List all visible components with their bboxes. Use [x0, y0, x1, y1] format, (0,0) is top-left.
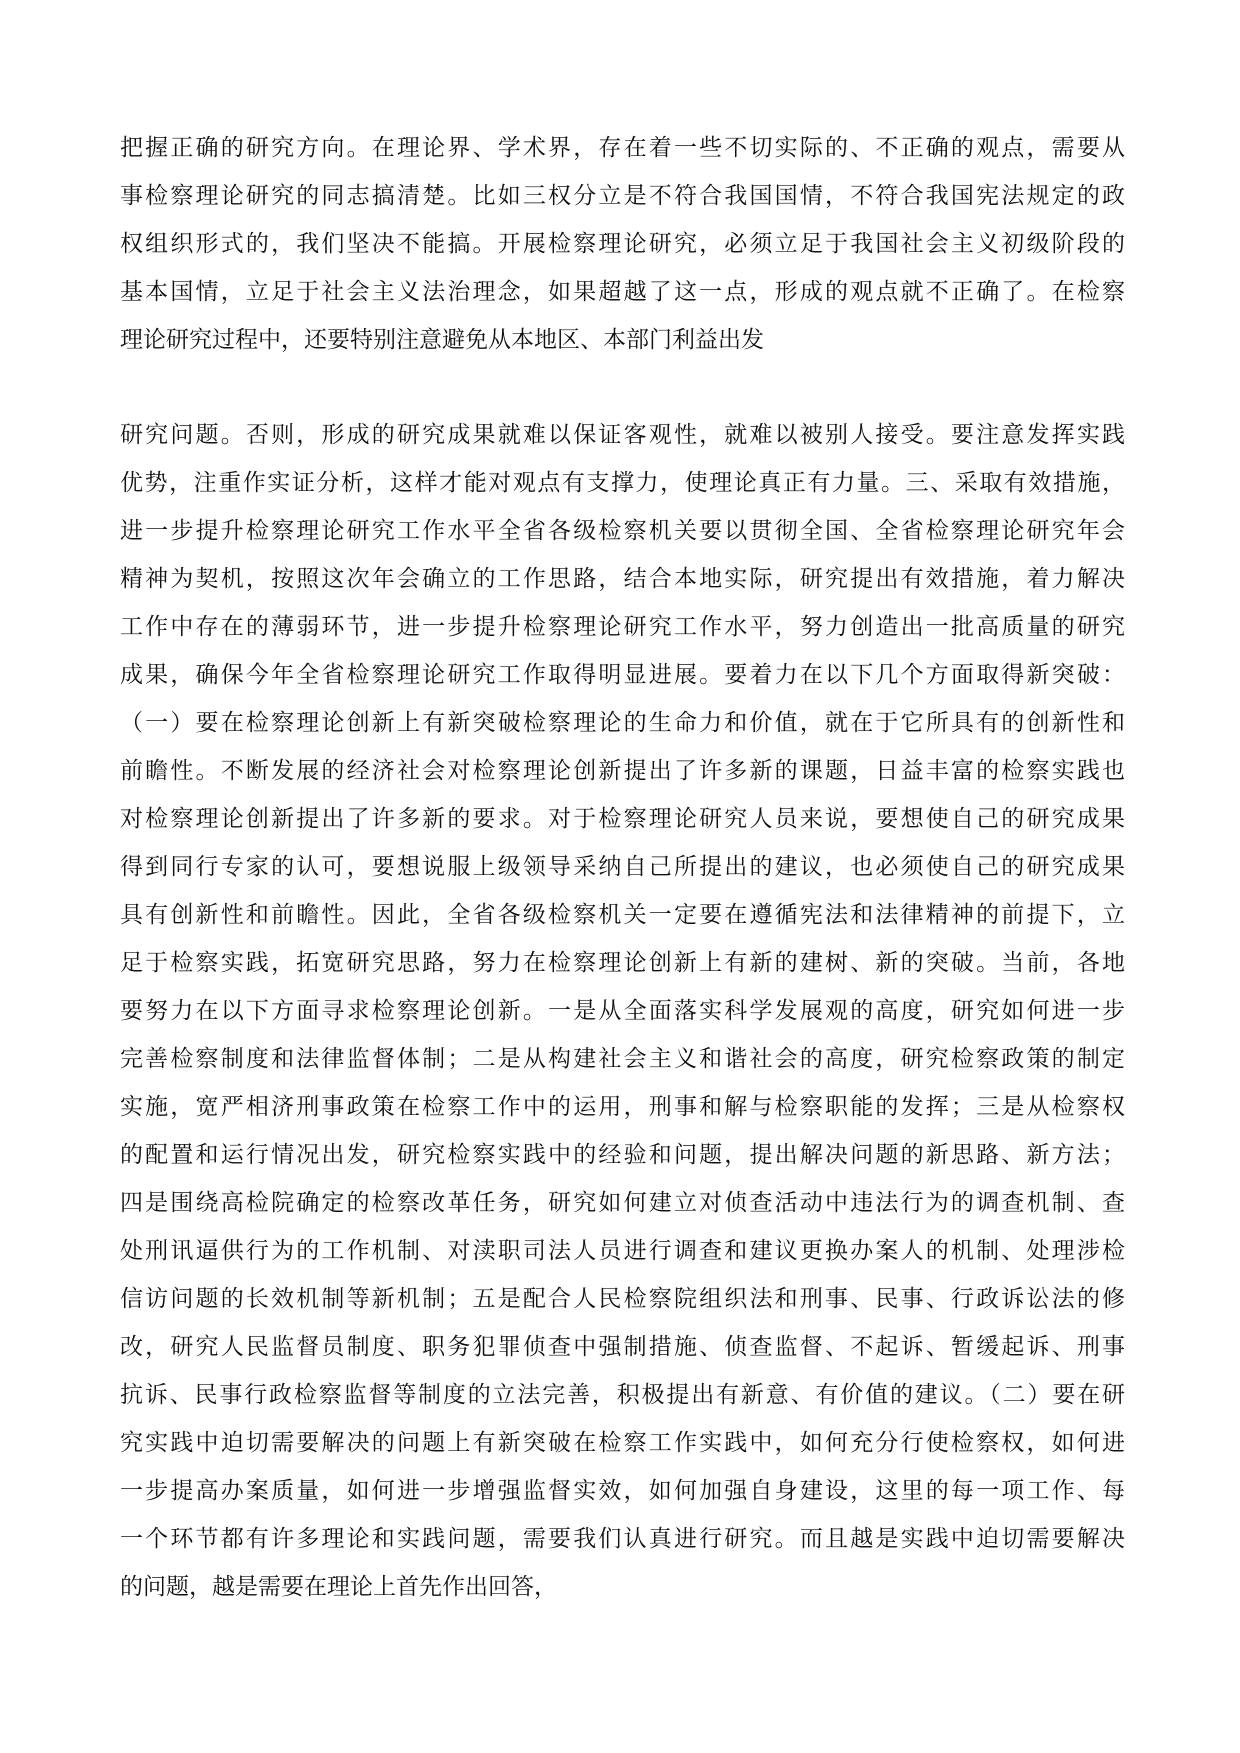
text-line: 工作中存在的薄弱环节，进一步提升检察理论研究工作水平，努力创造出一批高质量的研究 [120, 614, 1125, 640]
text-line: 研究问题。否则，形成的研究成果就难以保证客观性，就难以被别人接受。要注意发挥实践 [120, 422, 1125, 448]
text-line: 完善检察制度和法律监督体制；二是从构建社会主义和谐社会的高度，研究检察政策的制定 [120, 1046, 1125, 1072]
text-line: 的配置和运行情况出发，研究检察实践中的经验和问题，提出解决问题的新思路、新方法； [120, 1142, 1125, 1168]
text-line: 足于检察实践，拓宽研究思路，努力在检察理论创新上有新的建树、新的突破。当前，各地 [120, 950, 1125, 976]
text-line: 信访问题的长效机制等新机制；五是配合人民检察院组织法和刑事、民事、行政诉讼法的修 [120, 1286, 1125, 1312]
text-line: 抗诉、民事行政检察监督等制度的立法完善，积极提出有新意、有价值的建议。（二）要在研 [120, 1382, 1125, 1408]
text-line: 成果，确保今年全省检察理论研究工作取得明显进展。要着力在以下几个方面取得新突破： [120, 662, 1125, 688]
text-line: 理论研究过程中，还要特别注意避免从本地区、本部门利益出发 [120, 327, 764, 353]
text-line: 对检察理论创新提出了许多新的要求。对于检察理论研究人员来说，要想使自己的研究成果 [120, 806, 1125, 832]
text-line: 得到同行专家的认可，要想说服上级领导采纳自己所提出的建议，也必须使自己的研究成果 [120, 854, 1125, 880]
text-line: 处刑讯逼供行为的工作机制、对渎职司法人员进行调查和建议更换办案人的机制、处理涉检 [120, 1238, 1125, 1264]
text-line: 精神为契机，按照这次年会确立的工作思路，结合本地实际，研究提出有效措施，着力解决 [120, 566, 1125, 592]
text-line: 事检察理论研究的同志搞清楚。比如三权分立是不符合我国国情，不符合我国宪法规定的政 [120, 183, 1125, 209]
text-line: 的问题，越是需要在理论上首先作出回答， [120, 1574, 557, 1600]
text-line: 把握正确的研究方向。在理论界、学术界，存在着一些不切实际的、不正确的观点，需要从 [120, 135, 1125, 161]
text-line: 前瞻性。不断发展的经济社会对检察理论创新提出了许多新的课题，日益丰富的检察实践也 [120, 758, 1125, 784]
text-line: 四是围绕高检院确定的检察改革任务，研究如何建立对侦查活动中违法行为的调查机制、查 [120, 1190, 1125, 1216]
text-line: 优势，注重作实证分析，这样才能对观点有支撑力，使理论真正有力量。三、采取有效措施， [120, 470, 1125, 496]
text-line: 基本国情，立足于社会主义法治理念，如果超越了这一点，形成的观点就不正确了。在检察 [120, 279, 1125, 305]
text-line: 具有创新性和前瞻性。因此，全省各级检察机关一定要在遵循宪法和法律精神的前提下，立 [120, 902, 1125, 928]
text-line: 实施，宽严相济刑事政策在检察工作中的运用，刑事和解与检察职能的发挥；三是从检察权 [120, 1094, 1125, 1120]
text-line: 一个环节都有许多理论和实践问题，需要我们认真进行研究。而且越是实践中迫切需要解决 [120, 1526, 1125, 1552]
paragraph-2 [120, 411, 1125, 1611]
text-line: 进一步提升检察理论研究工作水平全省各级检察机关要以贯彻全国、全省检察理论研究年会 [120, 518, 1125, 544]
paragraph-1 [120, 124, 1125, 364]
text-line: 要努力在以下方面寻求检察理论创新。一是从全面落实科学发展观的高度，研究如何进一步 [120, 998, 1125, 1024]
text-line: （一）要在检察理论创新上有新突破检察理论的生命力和价值，就在于它所具有的创新性和 [120, 710, 1125, 736]
text-line: 究实践中迫切需要解决的问题上有新突破在检察工作实践中，如何充分行使检察权，如何进 [120, 1430, 1125, 1456]
text-line: 权组织形式的，我们坚决不能搞。开展检察理论研究，必须立足于我国社会主义初级阶段的 [120, 231, 1125, 257]
text-line: 改，研究人民监督员制度、职务犯罪侦查中强制措施、侦查监督、不起诉、暂缓起诉、刑事 [120, 1334, 1125, 1360]
text-line: 一步提高办案质量，如何进一步增强监督实效，如何加强自身建设，这里的每一项工作、每 [120, 1478, 1125, 1504]
